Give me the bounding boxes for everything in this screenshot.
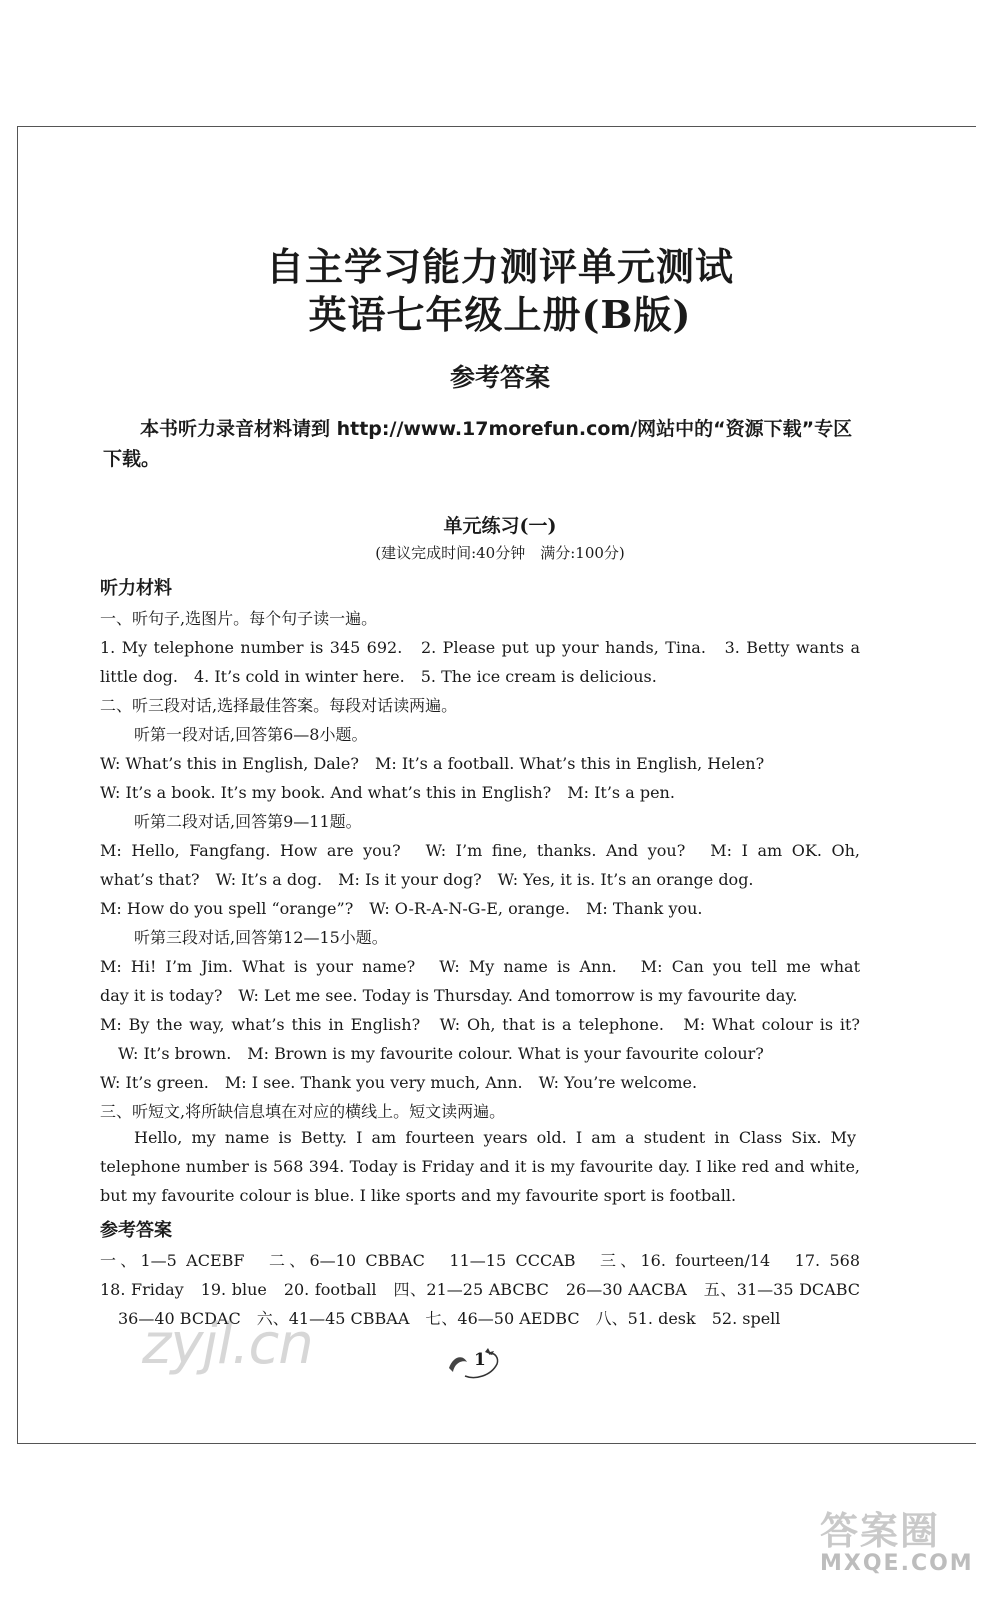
text-line: M: Hello, Fangfang. How are you? W: I’m fine, thanks. And you? M: I am OK. Oh,	[100, 841, 860, 860]
logo-url: MXQE.COM	[820, 1551, 974, 1576]
page-number: 1	[474, 1350, 486, 1370]
text-line: telephone number is 568 394. Today is Friday and it is my favourite day. I like red and white,	[100, 1157, 860, 1176]
text-line: W: It’s a book. It’s my book. And what’s this in English? M: It’s a pen.	[100, 783, 675, 802]
logo-text: 答案圈	[820, 1509, 941, 1553]
listening-heading: 听力材料	[100, 578, 172, 599]
text-line: W: What’s this in English, Dale? M: It’s a football. What’s this in English, Helen?	[100, 754, 765, 773]
text-line: 听第三段对话,回答第12—15小题。	[134, 928, 388, 947]
text-line: but my favourite colour is blue. I like sports and my favourite sport is football.	[100, 1186, 737, 1205]
text-line: Hello, my name is Betty. I am fourteen years old. I am a student in Class Six. My	[134, 1128, 856, 1147]
text-line: day it is today? W: Let me see. Today is Thursday. And tomorrow is my favourite day.	[100, 986, 798, 1005]
text-line: 听第一段对话,回答第6—8小题。	[134, 725, 368, 744]
title-line-1: 自主学习能力测评单元测试	[265, 244, 734, 289]
text-line: M: By the way, what’s this in English? W: Oh, that is a telephone. M: What colour is it?	[100, 1015, 860, 1034]
title-line-2: 英语七年级上册(B版)	[308, 292, 692, 337]
text-line: M: Hi! I’m Jim. What is your name? W: My name is Ann. M: Can you tell me what	[100, 957, 860, 976]
text-line: 听第二段对话,回答第9—11题。	[134, 812, 362, 831]
text-line: 一、听句子,选图片。每个句子读一遍。	[100, 609, 378, 628]
intro-paragraph: 本书听力录音材料请到 http://www.17morefun.com/网站中的“资源下载”专区下载。	[103, 418, 853, 470]
answer-line: 一、1—5 ACEBF 二、6—10 CBBAC 11—15 CCCAB 三、16. fourteen/14 17. 568	[100, 1251, 860, 1270]
unit-title: 单元练习(一)	[443, 515, 557, 537]
text-line: 1. My telephone number is 345 692. 2. Please put up your hands, Tina. 3. Betty wants a	[100, 638, 861, 657]
time-suggestion: (建议完成时间:40分钟 满分:100分)	[375, 544, 625, 562]
text-line: M: How do you spell “orange”? W: O-R-A-N-G-E, orange. M: Thank you.	[100, 899, 703, 918]
text-line: little dog. 4. It’s cold in winter here. 5. The ice cream is delicious.	[100, 667, 657, 686]
text-line: 三、听短文,将所缺信息填在对应的横线上。短文读两遍。	[100, 1102, 506, 1121]
answer-line: 18. Friday 19. blue 20. football 四、21—25 ABCBC 26—30 AACBA 五、31—35 DCABC	[100, 1280, 860, 1299]
answer-heading: 参考答案	[449, 363, 550, 392]
answers-heading: 参考答案	[100, 1220, 172, 1241]
answer-line: 36—40 BCDAC 六、41—45 CBBAA 七、46—50 AEDBC 八、51. desk 52. spell	[118, 1309, 781, 1328]
text-line: W: It’s green. M: I see. Thank you very much, Ann. W: You’re welcome.	[100, 1073, 698, 1092]
text-line: what’s that? W: It’s a dog. M: Is it your dog? W: Yes, it is. It’s an orange dog.	[100, 870, 754, 889]
site-logo	[820, 1500, 974, 1576]
text-line: W: It’s brown. M: Brown is my favourite colour. What is your favourite colour?	[118, 1044, 764, 1063]
watermark: zyjl.cn	[142, 1312, 313, 1377]
text-line: 二、听三段对话,选择最佳答案。每段对话读两遍。	[100, 696, 458, 715]
